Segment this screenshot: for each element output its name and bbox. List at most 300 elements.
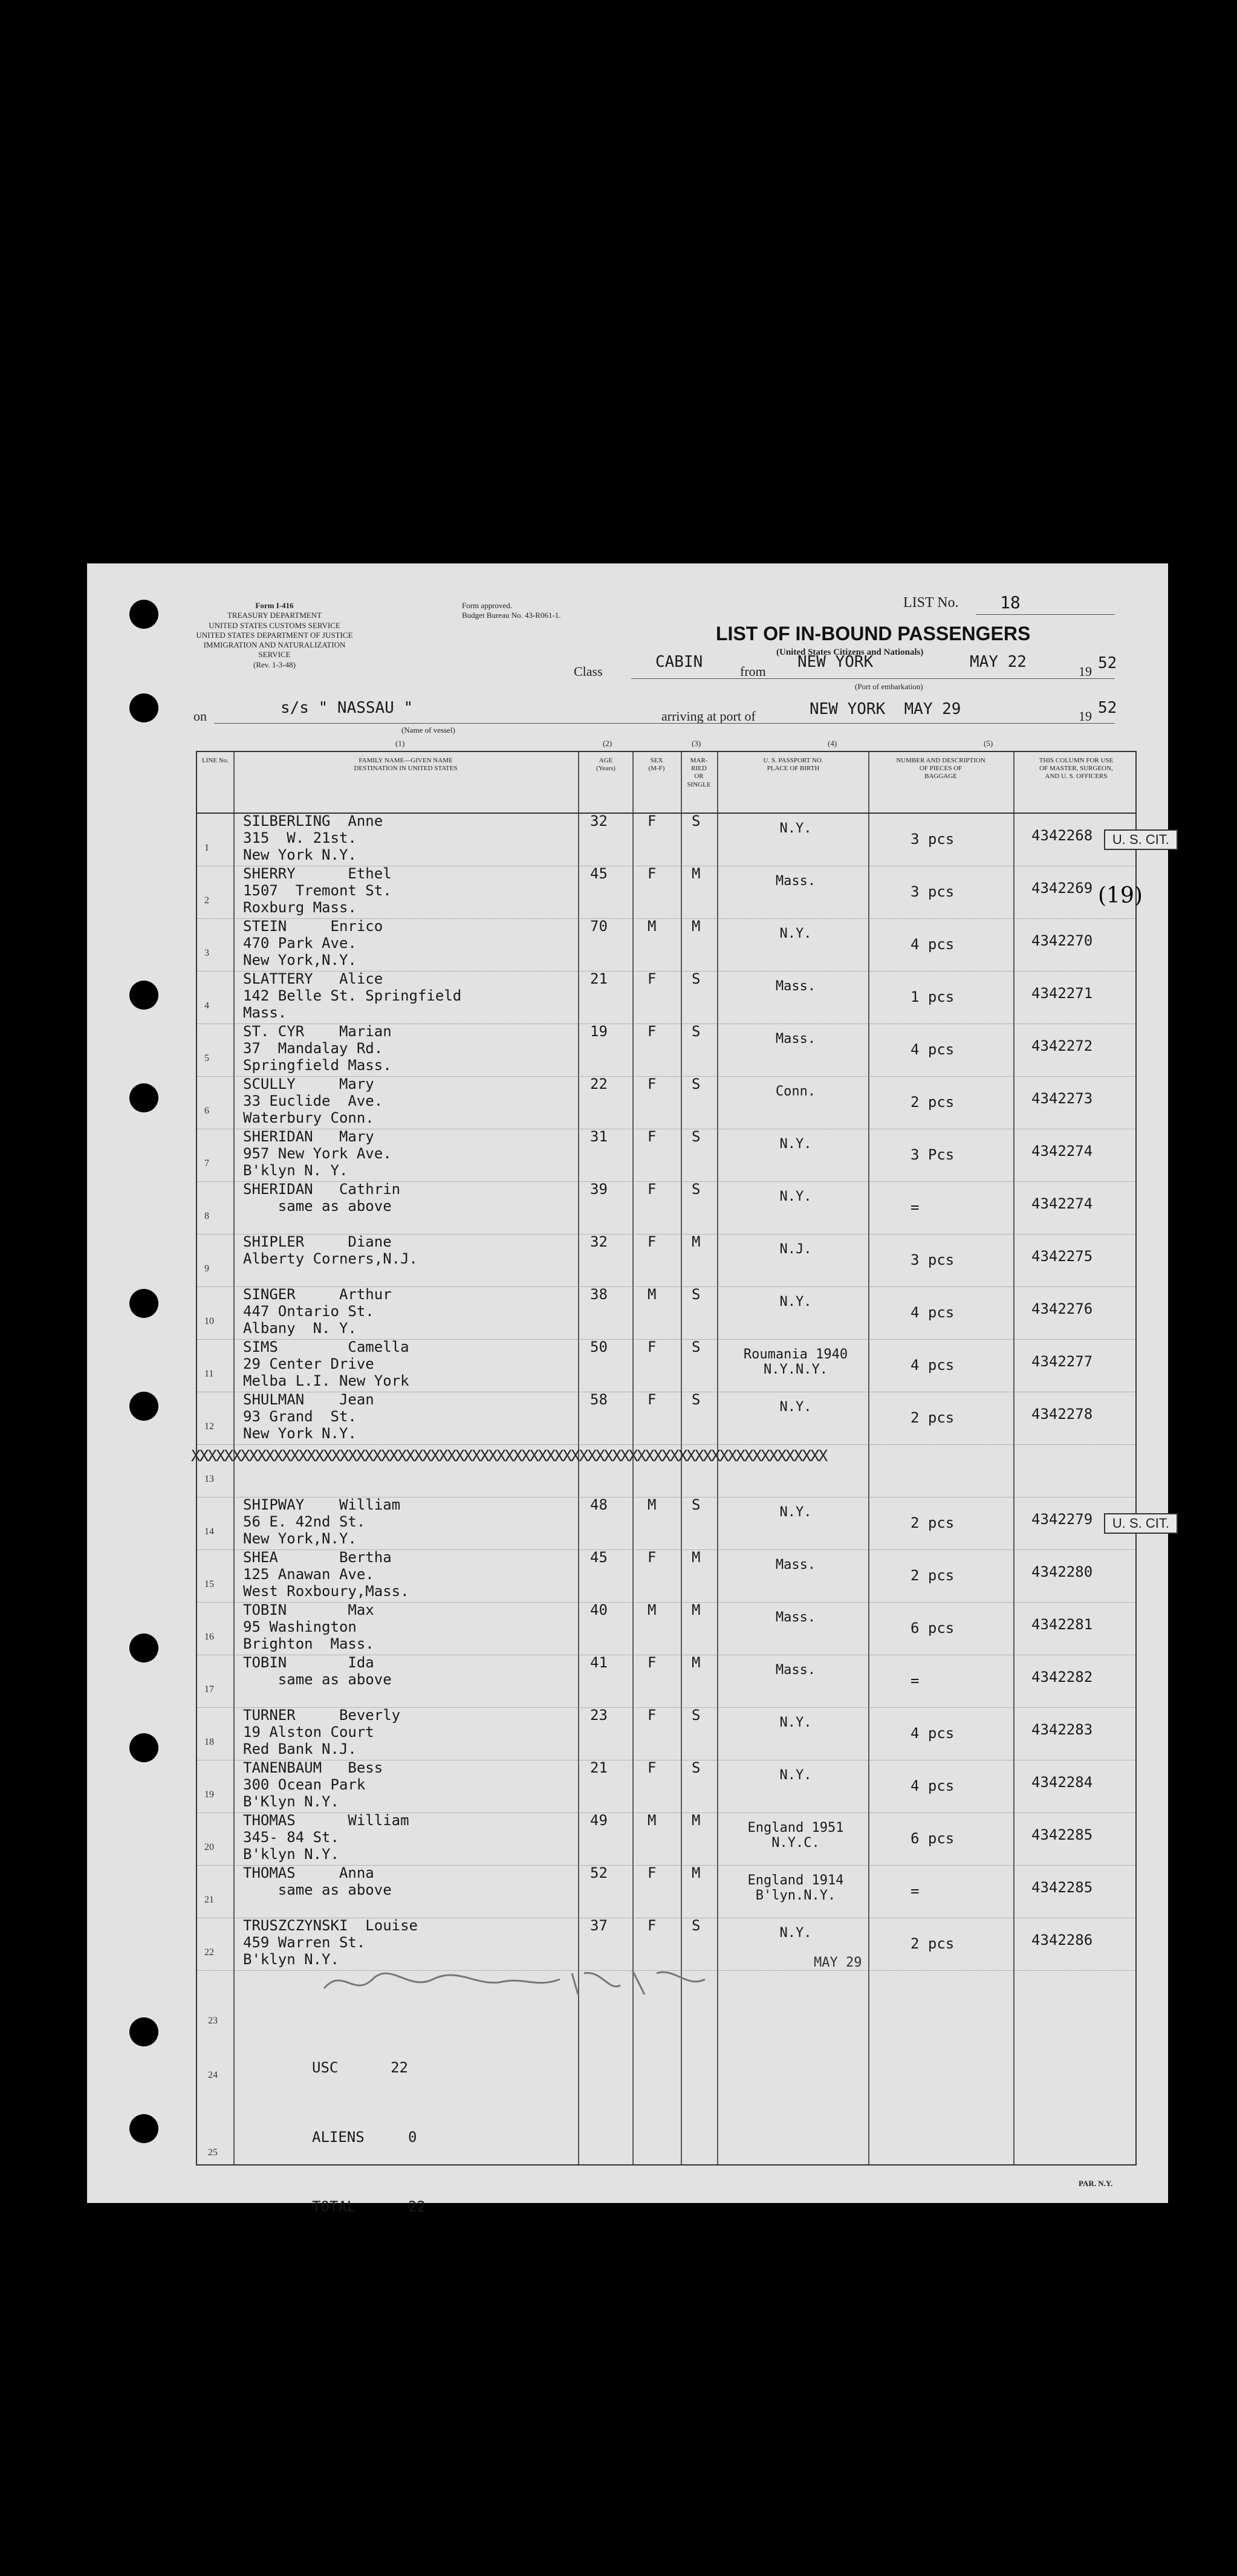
passenger-name: TURNER Beverly xyxy=(243,1707,401,1724)
line-number: 14 xyxy=(204,1526,214,1537)
dept-ins: IMMIGRATION AND NATURALIZATION SERVICE xyxy=(203,640,346,660)
passenger-name: SHIPWAY William xyxy=(243,1496,401,1513)
passenger-address: same as above xyxy=(243,1198,392,1215)
passenger-number: 4342285 xyxy=(1031,1826,1093,1843)
passenger-address-2: Red Bank N.J. xyxy=(243,1741,357,1757)
passenger-age: 40 xyxy=(590,1601,608,1618)
passenger-baggage: 4 pcs xyxy=(911,1304,955,1321)
arriving-label: arriving at port of xyxy=(661,709,756,724)
list-number-underline xyxy=(976,614,1115,615)
passenger-sex: F xyxy=(648,1549,657,1566)
passenger-marital: M xyxy=(692,1549,701,1566)
passenger-birthplace: Mass. xyxy=(775,874,816,889)
year-prefix-2: 19 xyxy=(1079,709,1092,724)
dept-customs: UNITED STATES CUSTOMS SERVICE xyxy=(209,620,340,630)
punch-hole xyxy=(129,1634,158,1663)
passenger-name: SHERIDAN Mary xyxy=(243,1128,374,1145)
passenger-number: 4342273 xyxy=(1031,1090,1093,1107)
passenger-marital: S xyxy=(692,1496,701,1513)
passenger-sex: F xyxy=(648,865,657,882)
passenger-baggage: 3 pcs xyxy=(911,831,955,848)
from-value: NEW YORK xyxy=(797,653,874,671)
passenger-name: SINGER Arthur xyxy=(243,1286,392,1303)
passenger-baggage: = xyxy=(911,1672,920,1689)
table-row xyxy=(197,1391,1135,1445)
passenger-address: 29 Center Drive xyxy=(243,1355,374,1372)
punch-hole xyxy=(129,981,158,1010)
table-row xyxy=(197,1759,1135,1813)
passenger-sex: M xyxy=(648,918,657,935)
passenger-address: 142 Belle St. Springfield xyxy=(243,987,462,1004)
passenger-marital: M xyxy=(692,1654,701,1671)
passenger-number: 4342283 xyxy=(1031,1721,1093,1738)
punch-hole xyxy=(129,1733,158,1762)
form-approval xyxy=(462,601,561,621)
passenger-marital: S xyxy=(692,1128,701,1145)
passenger-address-2: Brighton Mass. xyxy=(243,1635,374,1652)
passenger-baggage: 1 pcs xyxy=(911,988,955,1005)
passenger-birthplace: N.Y. xyxy=(779,1137,812,1152)
passenger-address: 93 Grand St. xyxy=(243,1408,357,1425)
passenger-sex: F xyxy=(648,1864,657,1881)
passenger-name: SHERRY Ethel xyxy=(243,865,392,882)
table-row xyxy=(197,1812,1135,1866)
passenger-birthplace: Mass. xyxy=(775,1557,816,1572)
passenger-birthplace: N.Y. xyxy=(779,1189,812,1204)
passenger-baggage: 2 pcs xyxy=(911,1514,955,1531)
passenger-number: 4342271 xyxy=(1031,985,1093,1002)
passenger-address: 95 Washington xyxy=(243,1618,357,1635)
line-number: 13 xyxy=(204,1474,214,1484)
passenger-marital: S xyxy=(692,1075,701,1092)
passenger-marital: M xyxy=(692,865,701,882)
table-row xyxy=(197,1707,1135,1760)
passenger-address-2: Roxburg Mass. xyxy=(243,899,357,916)
col-num-1: (1) xyxy=(395,739,405,748)
passenger-sex: F xyxy=(648,1233,657,1250)
passenger-baggage: = xyxy=(911,1883,920,1900)
passenger-address: 345- 84 St. xyxy=(243,1829,339,1846)
total-label: TOTAL xyxy=(312,2198,356,2216)
passenger-address-2: Springfield Mass. xyxy=(243,1057,392,1074)
handwritten-signature xyxy=(318,1961,741,2003)
passenger-baggage: 6 pcs xyxy=(911,1830,955,1847)
passenger-baggage: 4 pcs xyxy=(911,936,955,953)
line-number: 18 xyxy=(204,1737,214,1747)
port-embark-caption: (Port of embarkation) xyxy=(855,682,923,691)
passenger-name: SHULMAN Jean xyxy=(243,1391,374,1408)
col-num-4: (4) xyxy=(828,739,837,748)
passenger-name: TRUSZCZYNSKI Louise xyxy=(243,1917,418,1934)
total-count: 22 xyxy=(407,2198,426,2216)
line-number: 6 xyxy=(204,1106,209,1116)
crossed-out-entry: XXXXXXXXXXXXXXXXXXXXXXXXXXXXXXXXXXXXXXXXXXXXXXXXXXXXXXXXXXXXXXXXXXXXXXXXXXXXX xyxy=(191,1447,827,1465)
year-prefix-1: 19 xyxy=(1079,664,1092,679)
form-header-agencies xyxy=(190,601,359,670)
passenger-number: 4342286 xyxy=(1031,1932,1093,1948)
col-num-2: (2) xyxy=(603,739,612,748)
passenger-birthplace: Mass. xyxy=(775,1031,816,1046)
punch-hole xyxy=(129,1392,158,1421)
passenger-address-2: B'klyn N.Y. xyxy=(243,1846,339,1863)
passenger-address: 470 Park Ave. xyxy=(243,935,357,952)
passenger-marital: M xyxy=(692,1233,701,1250)
col-age: AGE (Years) xyxy=(596,757,615,773)
date-stamp: MAY 29 xyxy=(814,1955,862,1970)
passenger-marital: M xyxy=(692,1864,701,1881)
punch-hole xyxy=(129,600,158,629)
passenger-age: 21 xyxy=(590,1759,608,1776)
passenger-birthplace: N.Y. xyxy=(779,1768,812,1783)
passenger-address: 33 Euclide Ave. xyxy=(243,1092,383,1109)
passenger-marital: S xyxy=(692,1707,701,1724)
passenger-address-2: Melba L.I. New York xyxy=(243,1372,409,1389)
col-line: LINE No. xyxy=(202,757,229,764)
passenger-number: 4342268 xyxy=(1031,827,1093,844)
passenger-age: 23 xyxy=(590,1707,608,1724)
form-title: LIST OF IN-BOUND PASSENGERS xyxy=(716,623,1031,644)
table-row xyxy=(197,1601,1135,1655)
passenger-baggage: 3 pcs xyxy=(911,1251,955,1268)
passenger-age: 50 xyxy=(590,1338,608,1355)
passenger-baggage: 4 pcs xyxy=(911,1777,955,1794)
passenger-birthplace: N.Y. xyxy=(779,1926,812,1941)
passenger-address: 300 Ocean Park xyxy=(243,1776,366,1793)
passenger-marital: S xyxy=(692,1023,701,1040)
line-number: 9 xyxy=(204,1264,209,1274)
dept-justice: UNITED STATES DEPARTMENT OF JUSTICE xyxy=(196,630,353,640)
vessel-name: s/s " NASSAU " xyxy=(281,699,414,717)
form-number: Form I-416 xyxy=(255,601,294,610)
passenger-birthplace: N.Y. xyxy=(779,1715,812,1730)
passenger-number: 4342282 xyxy=(1031,1669,1093,1685)
list-number: 18 xyxy=(1000,592,1021,612)
col-sex: SEX (M-F) xyxy=(648,757,665,773)
totals-block xyxy=(312,2010,426,2265)
passenger-number: 4342274 xyxy=(1031,1195,1093,1212)
passenger-age: 21 xyxy=(590,970,608,987)
passenger-number: 4342278 xyxy=(1031,1406,1093,1423)
passenger-marital: M xyxy=(692,1601,701,1618)
embark-year: 52 xyxy=(1098,654,1117,672)
passenger-baggage: 3 pcs xyxy=(911,883,955,900)
passenger-marital: M xyxy=(692,918,701,935)
passenger-birthplace: Mass. xyxy=(775,979,816,994)
table-row xyxy=(197,1338,1135,1392)
budget-bureau: Budget Bureau No. 43-R061-1. xyxy=(462,611,561,620)
passenger-marital: S xyxy=(692,1181,701,1198)
printer-mark: PAR. N.Y. xyxy=(1079,2179,1113,2188)
passenger-marital: S xyxy=(692,1338,701,1355)
punch-hole xyxy=(129,1289,158,1318)
passenger-age: 22 xyxy=(590,1075,608,1092)
passenger-age: 32 xyxy=(590,1233,608,1250)
line-number: 1 xyxy=(204,843,209,853)
table-row xyxy=(197,1864,1135,1918)
vessel-caption: (Name of vessel) xyxy=(401,725,455,735)
passenger-address: same as above xyxy=(243,1671,392,1688)
passenger-marital: M xyxy=(692,1812,701,1829)
passenger-marital: S xyxy=(692,813,701,829)
passenger-sex: F xyxy=(648,1338,657,1355)
passenger-address-2: New York,N.Y. xyxy=(243,1530,357,1547)
passenger-baggage: 2 pcs xyxy=(911,1935,955,1952)
on-label: on xyxy=(193,709,207,724)
us-citizen-stamp: U. S. CIT. xyxy=(1104,1513,1178,1534)
passenger-address-2: Mass. xyxy=(243,1004,287,1021)
class-underline xyxy=(631,678,1115,679)
passenger-baggage: 4 pcs xyxy=(911,1725,955,1742)
line-number: 12 xyxy=(204,1421,214,1432)
passenger-age: 19 xyxy=(590,1023,608,1040)
passenger-sex: F xyxy=(648,1391,657,1408)
passenger-sex: M xyxy=(648,1496,657,1513)
passenger-birthplace: N.Y. xyxy=(779,926,812,941)
line-number: 3 xyxy=(204,948,209,958)
passenger-sex: F xyxy=(648,1023,657,1040)
passenger-marital: S xyxy=(692,1391,701,1408)
passenger-address: Alberty Corners,N.J. xyxy=(243,1250,418,1267)
passenger-marital: S xyxy=(692,1917,701,1934)
passenger-sex: F xyxy=(648,1759,657,1776)
line-number: 19 xyxy=(204,1789,214,1800)
passenger-address: 19 Alston Court xyxy=(243,1724,374,1741)
passenger-marital: S xyxy=(692,1759,701,1776)
passenger-birthplace: Conn. xyxy=(775,1084,816,1099)
passenger-birthplace: N.Y. xyxy=(779,1400,812,1415)
line-number: 22 xyxy=(204,1947,214,1958)
passenger-name: TOBIN Max xyxy=(243,1601,374,1618)
passenger-number: 4342270 xyxy=(1031,932,1093,949)
line-number-25: 25 xyxy=(208,2147,218,2158)
form-subtitle: (United States Citizens and Nationals) xyxy=(776,647,924,657)
col-officers: THIS COLUMN FOR USE OF MASTER, SURGEON, AND U. S. OFFICERS xyxy=(1039,757,1114,780)
vessel-underline xyxy=(214,723,1115,724)
passenger-sex: F xyxy=(648,1181,657,1198)
line-number: 17 xyxy=(204,1684,214,1695)
table-header xyxy=(197,752,1135,814)
passenger-number: 4342275 xyxy=(1031,1248,1093,1265)
passenger-number: 4342281 xyxy=(1031,1616,1093,1633)
table-row xyxy=(197,1654,1135,1708)
passenger-name: TANENBAUM Bess xyxy=(243,1759,383,1776)
passenger-baggage: = xyxy=(911,1199,920,1216)
passenger-name: SLATTERY Alice xyxy=(243,970,383,987)
aliens-label: ALIENS xyxy=(312,2128,365,2146)
passenger-name: SCULLY Mary xyxy=(243,1075,374,1092)
passenger-baggage: 2 pcs xyxy=(911,1094,955,1111)
manifest-page xyxy=(87,563,1169,2216)
passenger-address: 56 E. 42nd St. xyxy=(243,1513,366,1530)
passenger-name: SHIPLER Diane xyxy=(243,1233,392,1250)
passenger-birthplace: Mass. xyxy=(775,1663,816,1678)
aliens-count: 0 xyxy=(407,2128,417,2146)
passenger-birthplace: N.Y. xyxy=(779,821,812,836)
passenger-age: 31 xyxy=(590,1128,608,1145)
col-married: MAR- RIED OR SINGLE xyxy=(687,757,711,788)
punch-hole xyxy=(129,2017,158,2046)
line-number: 11 xyxy=(204,1369,214,1379)
total-line xyxy=(312,2195,426,2218)
table-row xyxy=(197,1023,1135,1077)
passenger-address-2: West Roxboury,Mass. xyxy=(243,1583,409,1600)
passenger-baggage: 4 pcs xyxy=(911,1357,955,1374)
col-num-3: (3) xyxy=(692,739,701,748)
passenger-sex: M xyxy=(648,1812,657,1829)
passenger-number: 4342276 xyxy=(1031,1300,1093,1317)
passenger-address-2: B'klyn N.Y. xyxy=(243,1951,339,1968)
class-label: Class xyxy=(574,664,603,679)
passenger-birthplace: Mass. xyxy=(775,1610,816,1625)
passenger-sex: F xyxy=(648,1707,657,1724)
passenger-name: SIMS Camella xyxy=(243,1338,409,1355)
passenger-name: STEIN Enrico xyxy=(243,918,383,935)
passenger-baggage: 4 pcs xyxy=(911,1041,955,1058)
line-number: 15 xyxy=(204,1579,214,1589)
punch-hole xyxy=(129,693,158,722)
passenger-age: 45 xyxy=(590,865,608,882)
col-num-5: (5) xyxy=(984,739,993,748)
table-row xyxy=(197,865,1143,919)
passenger-baggage: 3 Pcs xyxy=(911,1146,955,1163)
form-approved: Form approved. xyxy=(462,601,513,610)
passenger-sex: F xyxy=(648,970,657,987)
passenger-name: SHEA Bertha xyxy=(243,1549,392,1566)
passenger-address: 957 New York Ave. xyxy=(243,1145,392,1162)
usc-label: USC xyxy=(312,2059,339,2076)
passenger-name: TOBIN Ida xyxy=(243,1654,374,1671)
embark-date: MAY 22 xyxy=(970,653,1027,671)
passenger-number: 4342272 xyxy=(1031,1037,1093,1054)
passenger-address: 315 W. 21st. xyxy=(243,829,357,846)
table-row xyxy=(197,970,1135,1024)
passenger-age: 45 xyxy=(590,1549,608,1566)
table-row xyxy=(197,1181,1135,1234)
line-number: 16 xyxy=(204,1632,214,1642)
passenger-birthplace: N.J. xyxy=(779,1242,812,1257)
handwritten-note: (19) xyxy=(1098,883,1143,908)
passenger-name: THOMAS William xyxy=(243,1812,409,1829)
passenger-age: 70 xyxy=(590,918,608,935)
passenger-age: 58 xyxy=(590,1391,608,1408)
passenger-address: 125 Anawan Ave. xyxy=(243,1566,374,1583)
passenger-age: 37 xyxy=(590,1917,608,1934)
passenger-number: 4342269 xyxy=(1031,880,1093,897)
list-number-label: LIST No. xyxy=(903,595,959,611)
passenger-sex: F xyxy=(648,1075,657,1092)
passenger-sex: F xyxy=(648,1654,657,1671)
line-number: 4 xyxy=(204,1001,209,1011)
passenger-age: 41 xyxy=(590,1654,608,1671)
passenger-address-2: Albany N. Y. xyxy=(243,1320,357,1337)
passenger-address: same as above xyxy=(243,1881,392,1898)
form-revision: (Rev. 1-3-48) xyxy=(253,660,296,669)
line-number: 2 xyxy=(204,895,209,906)
passenger-address: 1507 Tremont St. xyxy=(243,882,392,899)
line-number: 10 xyxy=(204,1316,214,1326)
passenger-birthplace: England 1914 B'lyn.N.Y. xyxy=(747,1873,844,1903)
passenger-birthplace: Roumania 1940 N.Y.N.Y. xyxy=(743,1347,848,1377)
line-number: 8 xyxy=(204,1211,209,1221)
arrival-year: 52 xyxy=(1098,699,1117,717)
passenger-birthplace: N.Y. xyxy=(779,1294,812,1309)
passenger-sex: F xyxy=(648,1917,657,1934)
table-row xyxy=(191,1444,1135,1497)
usc-count: 22 xyxy=(391,2059,408,2076)
passenger-sex: F xyxy=(648,1128,657,1145)
passenger-name: ST. CYR Marian xyxy=(243,1023,392,1040)
class-value: CABIN xyxy=(655,653,703,671)
passenger-number: 4342277 xyxy=(1031,1353,1093,1370)
line-number: 20 xyxy=(204,1842,214,1852)
passenger-address-2: Waterbury Conn. xyxy=(243,1109,374,1126)
passenger-birthplace: England 1951 N.Y.C. xyxy=(747,1820,844,1851)
passenger-age: 48 xyxy=(590,1496,608,1513)
passenger-address: 459 Warren St. xyxy=(243,1934,366,1951)
table-row xyxy=(197,1075,1135,1129)
passenger-age: 52 xyxy=(590,1864,608,1881)
passenger-address: 37 Mandalay Rd. xyxy=(243,1040,383,1057)
passenger-number: 4342285 xyxy=(1031,1879,1093,1896)
table-row xyxy=(197,918,1135,972)
punch-hole xyxy=(129,2114,158,2143)
col-passport: U. S. PASSPORT NO. PLACE OF BIRTH xyxy=(763,757,823,773)
us-citizen-stamp: U. S. CIT. xyxy=(1104,829,1178,850)
line-number: 21 xyxy=(204,1895,214,1905)
passenger-birthplace: N.Y. xyxy=(779,1505,812,1520)
passenger-address-2: B'Klyn N.Y. xyxy=(243,1793,339,1810)
col-baggage: NUMBER AND DESCRIPTION OF PIECES OF BAGGAGE xyxy=(896,757,985,780)
table-row xyxy=(197,1496,1169,1550)
col-name: FAMILY NAME—GIVEN NAME DESTINATION IN UNITED STATES xyxy=(354,757,458,773)
passenger-name: SHERIDAN Cathrin xyxy=(243,1181,401,1198)
passenger-address-2: B'klyn N. Y. xyxy=(243,1162,348,1179)
passenger-baggage: 2 pcs xyxy=(911,1409,955,1426)
passenger-sex: F xyxy=(648,813,657,829)
passenger-sex: M xyxy=(648,1601,657,1618)
line-number-24: 24 xyxy=(208,2070,218,2080)
usc-line xyxy=(312,2056,426,2079)
passenger-baggage: 2 pcs xyxy=(911,1567,955,1584)
table-row xyxy=(197,1286,1135,1340)
passenger-number: 4342279 xyxy=(1031,1511,1093,1528)
table-row xyxy=(197,1233,1135,1287)
line-number-23: 23 xyxy=(208,2016,218,2026)
passenger-sex: M xyxy=(648,1286,657,1303)
passenger-address-2: New York N.Y. xyxy=(243,1425,357,1442)
passenger-marital: S xyxy=(692,970,701,987)
line-number: 5 xyxy=(204,1053,209,1063)
table-row xyxy=(197,1128,1135,1182)
line-number: 7 xyxy=(204,1158,209,1169)
table-row xyxy=(197,1549,1135,1603)
dept-treasury: TREASURY DEPARTMENT xyxy=(227,611,322,620)
passenger-age: 49 xyxy=(590,1812,608,1829)
passenger-address-2: New York N.Y. xyxy=(243,846,357,863)
aliens-line xyxy=(312,2126,426,2149)
passenger-number: 4342280 xyxy=(1031,1563,1093,1580)
passenger-age: 39 xyxy=(590,1181,608,1198)
passenger-address: 447 Ontario St. xyxy=(243,1303,374,1320)
passenger-marital: S xyxy=(692,1286,701,1303)
passenger-number: 4342274 xyxy=(1031,1143,1093,1160)
passenger-age: 32 xyxy=(590,813,608,829)
passenger-number: 4342284 xyxy=(1031,1774,1093,1791)
passenger-name: SILBERLING Anne xyxy=(243,813,383,829)
table-row xyxy=(197,813,1169,866)
punch-hole xyxy=(129,1083,158,1112)
passenger-address-2: New York,N.Y. xyxy=(243,952,357,968)
